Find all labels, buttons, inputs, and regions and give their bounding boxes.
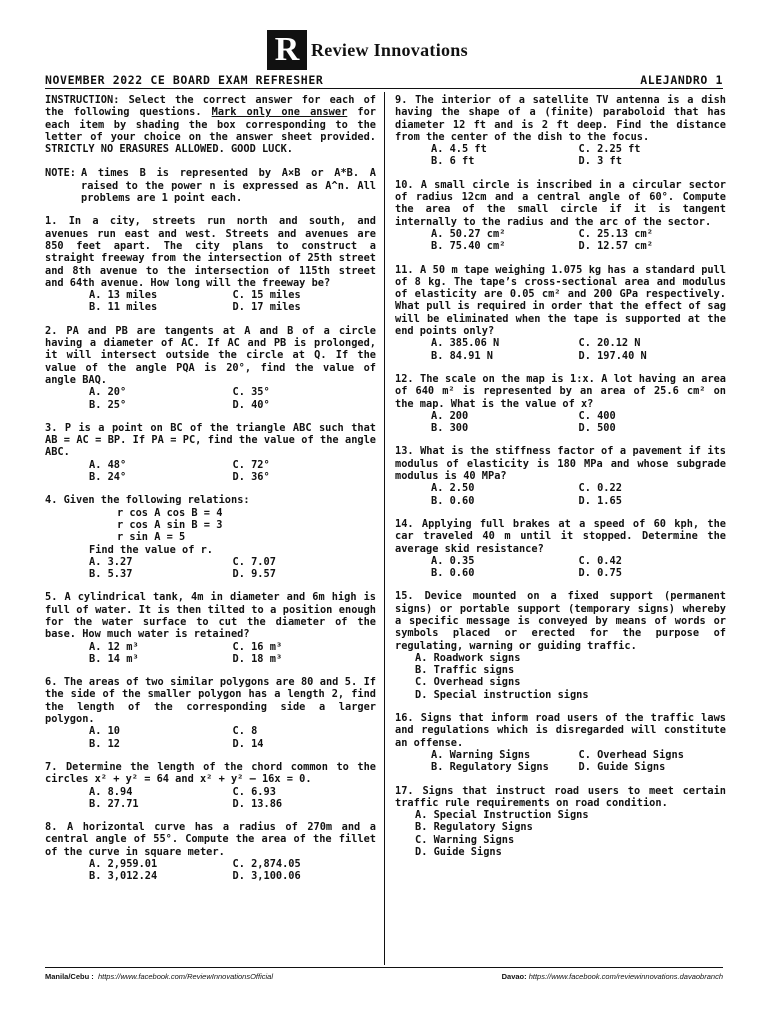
question-text: 1. In a city, streets run north and south, and avenues run east and west. Streets and avenues are 850 feet apart. The city plans to construct a straight freeway from the intersection of 25th street and 8th avenue to the intersection of 115th street and 64th avenue. How long will the freeway be? [45, 215, 376, 289]
footer-left-label: Manila/Cebu : [45, 972, 94, 981]
question-text: 6. The areas of two similar polygons are 80 and 5. If the side of the smaller polygon has a length 2, find the length of the corresponding side a larger polygon. [45, 676, 376, 726]
page-footer [45, 972, 723, 981]
header-rule [45, 88, 723, 89]
author-page: ALEJANDRO 1 [640, 73, 723, 87]
answer-choice: C. 25.13 cm² [578, 227, 653, 240]
footer-right-label: Davao: [501, 972, 527, 981]
question-text: 10. A small circle is inscribed in a circular sector of radius 12cm and a central angle of 60°. Compute the area of the small circle if it is tangent internally to the radius and the arc of the sector. [395, 178, 726, 228]
footer-rule [45, 967, 723, 968]
brand-logo [267, 29, 468, 71]
answer-choice: B. 6 ft [431, 155, 475, 168]
answer-choice: B. 300 [431, 422, 469, 435]
question-17 [395, 785, 726, 859]
question-text: 7. Determine the length of the chord common to the circles x² + y² = 64 and x² + y² – 16x = 0. [45, 760, 376, 786]
question-14 [395, 518, 726, 579]
instruction: INSTRUCTION: Select the correct answer for each of the following questions. Mark only one answer for each item by shading the box corresponding to the letter of your choice on the answer sheet provided. STRICTLY NO ERASURES ALLOWED. GOOD LUCK. [45, 94, 376, 156]
left-column [45, 94, 376, 883]
answer-choice: A. Roadwork signs [415, 651, 521, 664]
question-followup: Find the value of r. [89, 543, 213, 556]
answer-choice: D. 9.57 [232, 568, 276, 581]
column-divider [384, 92, 385, 965]
answer-choice: D. 197.40 N [578, 349, 647, 362]
answer-choice: C. 7.07 [232, 555, 276, 568]
answer-choice: A. 4.5 ft [431, 143, 487, 156]
answer-choice: C. 35° [232, 386, 270, 399]
answer-choice: D. 14 [232, 737, 264, 750]
answer-choice: B. 0.60 [431, 567, 475, 580]
question-13 [395, 445, 726, 506]
footer-right-url[interactable]: https://www.facebook.com/reviewinnovations.davaobranch [528, 972, 723, 981]
question-text: 2. PA and PB are tangents at A and B of a circle having a diameter of AC. If AC and PB is prolonged, it will intersect outside the circle at Q. If the value of the angle PQA is 20°, find the value of angle BAQ. [45, 324, 377, 386]
answer-choice: D. 17 miles [232, 301, 301, 314]
answer-choice: B. 12 [89, 737, 120, 750]
answer-choice: C. 16 m³ [232, 640, 283, 653]
answer-choice: D. Special instruction signs [415, 688, 589, 701]
answer-choice: D. 13.86 [232, 797, 283, 810]
question-text: 15. Device mounted on a fixed support (permanent signs) or portable support (temporary signs) whereby a specific message is conveyed by means of words or symbols placed or erected for the purpose of regulating, warning or guiding traffic. [395, 590, 726, 652]
relation-line: r sin A = 5 [117, 531, 186, 544]
answer-choice: C. Overhead Signs [578, 748, 684, 761]
exam-title: NOVEMBER 2022 CE BOARD EXAM REFRESHER [45, 73, 324, 87]
answer-choice: B. 11 miles [89, 301, 158, 314]
answer-choice: D. 36° [232, 471, 270, 484]
page-header [45, 73, 723, 87]
answer-choice: D. 3 ft [578, 155, 622, 168]
answer-choice: B. 0.60 [431, 494, 475, 507]
answer-choice: B. 84.91 N [431, 349, 493, 362]
answer-choice: C. 400 [578, 409, 616, 422]
question-text: 9. The interior of a satellite TV antenna is a dish having the shape of a (finite) paraboloid that has diameter 12 ft and is 2 ft deep. Find the distance from the center of the dish to the focus. [395, 94, 726, 143]
question-11 [395, 264, 726, 362]
answer-choice: C. 2,874.05 [232, 858, 301, 871]
question-4 [45, 494, 376, 580]
answer-choice: C. 15 miles [232, 289, 301, 302]
answer-choice: A. 2,959.01 [89, 858, 158, 871]
question-15 [395, 590, 726, 701]
answer-choice: A. 50.27 cm² [431, 227, 506, 240]
answer-choice: C. 20.12 N [578, 337, 641, 350]
question-5 [45, 591, 376, 665]
answer-choice: D. 40° [232, 398, 270, 411]
answer-choice: B. Traffic signs [415, 664, 515, 677]
answer-choice: D. 500 [578, 422, 616, 435]
question-16 [395, 712, 726, 773]
answer-choice: C. 2.25 ft [578, 143, 641, 156]
answer-choice: A. Special Instruction Signs [415, 809, 589, 822]
answer-choice: C. Warning Signs [415, 833, 515, 846]
answer-choice: A. 13 miles [89, 289, 158, 302]
answer-choice: A. Warning Signs [431, 748, 531, 761]
question-text: 14. Applying full brakes at a speed of 60 kph, the car traveled 40 m until it stopped. Determine the average skid resistance? [395, 517, 727, 555]
answer-choice: D. Guide Signs [578, 761, 666, 774]
answer-choice: C. 6.93 [232, 785, 276, 798]
question-text: 5. A cylindrical tank, 4m in diameter and 6m high is full of water. It is then tilted to a position enough for the water surface to cut the diameter of the base. How much water is retained? [45, 591, 376, 641]
answer-choice: A. 10 [89, 725, 120, 738]
answer-choice: C. 0.42 [578, 554, 622, 567]
answer-choice: C. Overhead signs [415, 676, 521, 689]
right-column [395, 94, 726, 858]
footer-left-url[interactable]: https://www.facebook.com/ReviewInnovationsOfficial [97, 972, 274, 981]
answer-choice: C. 8 [232, 725, 258, 738]
question-10 [395, 179, 726, 253]
answer-choice: A. 2.50 [431, 482, 475, 495]
answer-choice: C. 72° [232, 458, 270, 471]
answer-choice: D. 0.75 [578, 567, 622, 580]
note: NOTE: A times B is represented by A×B or A*B. A raised to the power n is expressed as A^n. All problems are 1 point each. [45, 167, 376, 205]
answer-choice: B. 27.71 [89, 797, 139, 810]
question-text: 8. A horizontal curve has a radius of 270m and a central angle of 55°. Compute the area of the fillet of the curve in square meter. [45, 821, 376, 858]
answer-choice: B. 14 m³ [89, 652, 139, 665]
answer-choice: A. 8.94 [89, 785, 133, 798]
question-7 [45, 761, 376, 810]
answer-choice: D. 12.57 cm² [578, 240, 653, 253]
answer-choice: A. 3.27 [89, 555, 133, 568]
answer-choice: B. 25° [89, 398, 127, 411]
question-text: 12. The scale on the map is 1:x. A lot having an area of 640 m² is represented by an area of 25.6 cm² on the map. What is the value of x? [395, 372, 726, 410]
brand-name: Review Innovations [311, 39, 468, 60]
question-text: 16. Signs that inform road users of the traffic laws and regulations which is disregarded will constitute an offense. [395, 712, 726, 749]
question-text: 3. P is a point on BC of the triangle ABC such that AB = AC = BP. If PA = PC, find the value of the angle ABC. [45, 421, 376, 459]
question-text: 17. Signs that instruct road users to meet certain traffic rule requirements on road condition. [395, 784, 726, 809]
answer-choice: C. 0.22 [578, 482, 622, 495]
question-9 [395, 94, 726, 168]
question-12 [395, 373, 726, 434]
answer-choice: B. 75.40 cm² [431, 240, 506, 253]
answer-choice: A. 20° [89, 386, 127, 399]
answer-choice: A. 48° [89, 458, 127, 471]
question-8 [45, 821, 376, 882]
answer-choice: B. Regulatory Signs [431, 761, 549, 774]
answer-choice: B. 5.37 [89, 568, 133, 581]
question-3 [45, 422, 376, 483]
answer-choice: B. Regulatory Signs [415, 821, 533, 834]
relation-line: r cos A sin B = 3 [117, 518, 223, 531]
answer-choice: D. 1.65 [578, 494, 622, 507]
answer-choice: D. 3,100.06 [232, 870, 301, 883]
answer-choice: A. 200 [431, 409, 469, 422]
answer-choice: D. Guide Signs [415, 846, 502, 859]
answer-choice: B. 3,012.24 [89, 870, 158, 883]
relation-line: r cos A cos B = 4 [117, 506, 223, 519]
answer-choice: D. 18 m³ [232, 652, 283, 665]
question-text: 11. A 50 m tape weighing 1.075 kg has a standard pull of 8 kg. The tape’s cross-sectional area and modulus of elasticity are 0.05 cm² and 200 GPa respectively. What pull is required in order that the effect of sag will be eliminated when the tape is supported at the end points only? [395, 263, 726, 338]
answer-choice: B. 24° [89, 471, 127, 484]
answer-choice: A. 0.35 [431, 554, 475, 567]
question-text: 13. What is the stiffness factor of a pavement if its modulus of elasticity is 180 MPa and whose subgrade modulus is 40 MPa? [395, 445, 727, 483]
question-2 [45, 325, 376, 411]
logo-mark: R [267, 30, 307, 70]
question-6 [45, 676, 376, 750]
question-1 [45, 215, 376, 313]
answer-choice: A. 385.06 N [431, 337, 500, 350]
answer-choice: A. 12 m³ [89, 640, 139, 653]
question-text: 4. Given the following relations: [45, 494, 250, 507]
